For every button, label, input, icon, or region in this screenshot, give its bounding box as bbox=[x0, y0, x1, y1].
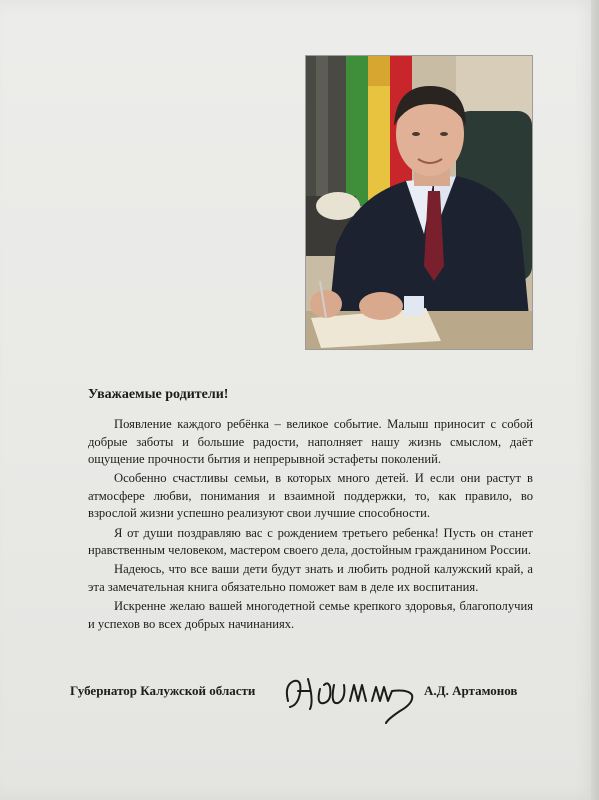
page-edge bbox=[591, 0, 599, 800]
letter-body bbox=[88, 416, 533, 635]
paragraph: Появление каждого ребёнка – великое событие. Малыш приносит с собой добрые заботы и большие радости, наполняет нашу жизнь смыслом, даёт ощущение прочности бытия и непрерывной эстафеты поколений. bbox=[88, 417, 533, 467]
handwritten-signature bbox=[280, 671, 420, 726]
letter-greeting: Уважаемые родители! bbox=[88, 387, 229, 402]
paragraph: Искренне желаю вашей многодетной семье крепкого здоровья, благополучия и успехов во всех добрых начинаниях. bbox=[88, 598, 533, 631]
paragraph: Надеюсь, что все ваши дети будут знать и любить родной калужский край, а эта замечательная книга обязательно поможет вам в деле их воспитания. bbox=[88, 562, 533, 594]
signatory-name: А.Д. Артамонов bbox=[424, 683, 518, 698]
governor-portrait-photo bbox=[305, 55, 533, 350]
paragraph: Особенно счастливы семьи, в которых много детей. И если они растут в атмосфере любви, понимания и взаимной поддержки, то, как правило, во взрослой жизни успешно реализуют свои лучшие способности. bbox=[88, 471, 533, 521]
signatory-title: Губернатор Калужской области bbox=[70, 683, 256, 698]
paragraph: Я от души поздравляю вас с рождением третьего ребенка! Пусть он станет нравственным человеком, мастером своего дела, достойным гражданином России. bbox=[88, 525, 533, 558]
signature-block bbox=[70, 683, 540, 723]
